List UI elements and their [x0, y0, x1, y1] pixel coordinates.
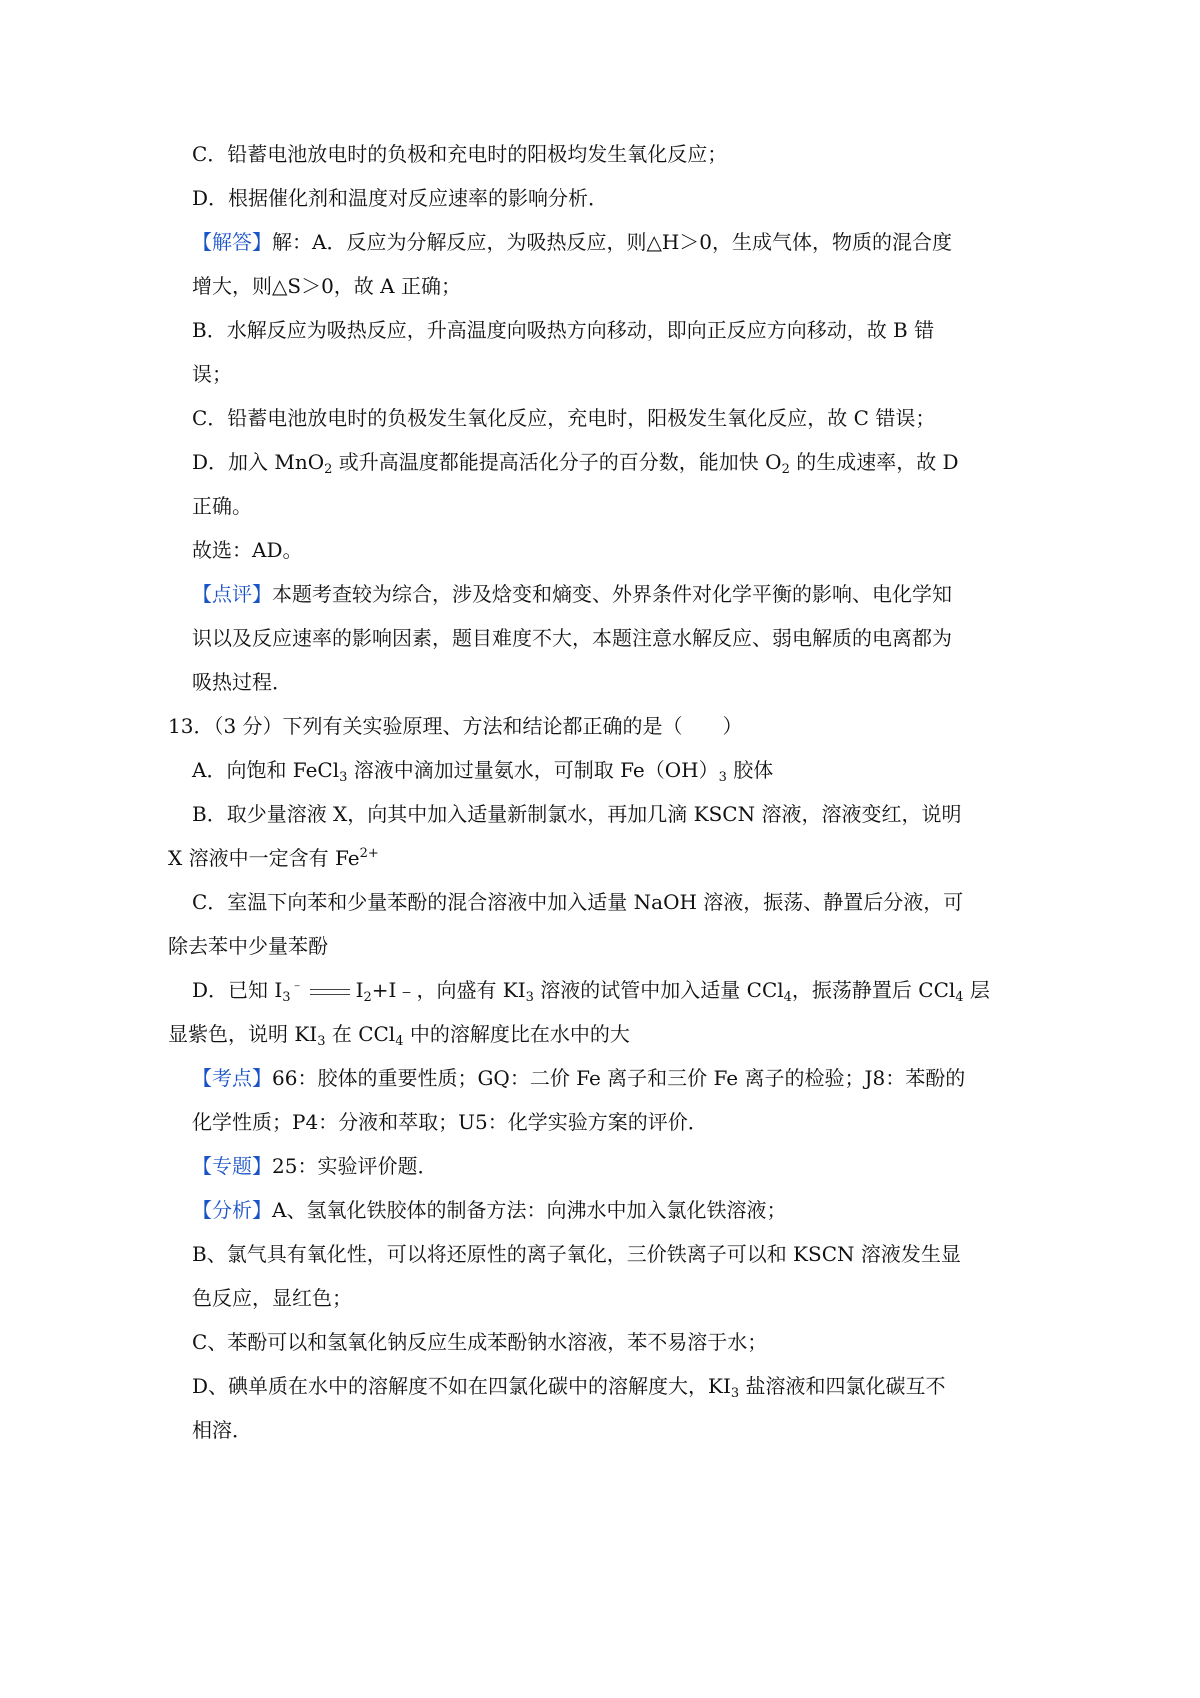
subscript: 3 — [718, 770, 727, 785]
knowledge-point-line — [192, 1065, 965, 1091]
option-c: C．室温下向苯和少量苯酚的混合溶液中加入适量 NaOH 溶液，振荡、静置后分液，可 — [192, 890, 964, 914]
text-span: +I﹣，向盛有 KI — [371, 978, 526, 1002]
text-line: 正确。 — [192, 494, 252, 518]
comment-line — [192, 581, 952, 607]
topic-tag: 【专题】 — [192, 1154, 272, 1178]
text-line: 误； — [192, 362, 232, 386]
text-line — [168, 1021, 630, 1047]
option-a — [192, 757, 773, 783]
text-line: 化学性质；P4：分液和萃取；U5：化学实验方案的评价． — [192, 1110, 708, 1134]
text-line: D．根据催化剂和温度对反应速率的影响分析． — [192, 186, 609, 210]
text-span: D．已知 I — [192, 978, 283, 1002]
text-line: B．水解反应为吸热反应，升高温度向吸热方向移动，即向正反应方向移动，故 B 错 — [192, 318, 935, 342]
text-span: 或升高温度都能提高活化分子的百分数，能加快 O — [332, 450, 782, 474]
text-span: I — [355, 978, 364, 1002]
subscript: 2 — [781, 462, 790, 477]
text-line: C、苯酚可以和氢氧化钠反应生成苯酚钠水溶液，苯不易溶于水； — [192, 1330, 768, 1354]
text-span: 盐溶液和四氯化碳互不 — [739, 1374, 946, 1398]
subscript: 3 — [317, 1034, 326, 1049]
text-span: 本题考查较为综合，涉及焓变和熵变、外界条件对化学平衡的影响、电化学知 — [272, 582, 952, 606]
text-span: X 溶液中一定含有 Fe — [168, 846, 360, 870]
text-line: 吸热过程． — [192, 670, 292, 694]
text-line: 增大，则△S＞0，故 A 正确； — [192, 274, 461, 298]
analysis-line — [192, 1197, 786, 1223]
text-line: B、氯气具有氧化性，可以将还原性的离子氧化，三价铁离子可以和 KSCN 溶液发生显 — [192, 1242, 961, 1266]
superscript: 2+ — [359, 846, 379, 861]
analysis-tag: 【分析】 — [192, 1198, 272, 1222]
text-span: 层 — [963, 978, 990, 1002]
text-line: 相溶． — [192, 1418, 252, 1442]
text-line: 识以及反应速率的影响因素，题目难度不大，本题注意水解反应、弱电解质的电离都为 — [192, 626, 952, 650]
text-span: 25：实验评价题． — [272, 1154, 438, 1178]
text-span: 溶液的试管中加入适量 CCl — [533, 978, 784, 1002]
text-span: D、碘单质在水中的溶解度不如在四氯化碳中的溶解度大，KI — [192, 1374, 731, 1398]
text-line: 色反应，显红色； — [192, 1286, 352, 1310]
equilibrium-arrow-icon — [306, 987, 354, 997]
text-span: ，振荡静置后 CCl — [791, 978, 956, 1002]
comment-tag: 【点评】 — [192, 582, 272, 606]
text-span: 66：胶体的重要性质；GQ：二价 Fe 离子和三价 Fe 离子的检验；J8：苯酚的 — [272, 1066, 966, 1090]
subscript: 2 — [324, 462, 333, 477]
answer-line — [192, 229, 952, 255]
text-line — [192, 449, 959, 475]
subscript: 4 — [783, 990, 792, 1005]
option-d — [192, 977, 990, 1003]
text-span: 溶液中滴加过量氨水，可制取 Fe（OH） — [347, 758, 719, 782]
text-line: 故选：AD。 — [192, 538, 303, 562]
text-span: 的生成速率，故 D — [789, 450, 959, 474]
text-line — [192, 1373, 946, 1399]
text-span: 在 CCl — [325, 1022, 396, 1046]
question-title: 13．（3 分）下列有关实验原理、方法和结论都正确的是（ ） — [168, 714, 743, 738]
text-span: A、氢氧化铁胶体的制备方法：向沸水中加入氯化铁溶液； — [272, 1198, 787, 1222]
subscript: 3 — [282, 990, 291, 1005]
superscript: ﹣ — [290, 978, 304, 993]
text-span: A．向饱和 FeCl — [192, 758, 340, 782]
option-b: B．取少量溶液 X，向其中加入适量新制氯水，再加几滴 KSCN 溶液，溶液变红，说明 — [192, 802, 962, 826]
text-line: C．铅蓄电池放电时的负极和充电时的阳极均发生氧化反应； — [192, 142, 728, 166]
subscript: 3 — [730, 1386, 740, 1401]
subscript: 3 — [525, 990, 534, 1005]
topic-line — [192, 1153, 437, 1179]
text-line — [168, 845, 379, 871]
text-span: 解：A．反应为分解反应，为吸热反应，则△H＞0，生成气体，物质的混合度 — [272, 230, 952, 254]
text-span: 中的溶解度比在水中的大 — [403, 1022, 630, 1046]
text-span: D．加入 MnO — [192, 450, 325, 474]
subscript: 4 — [955, 990, 964, 1005]
answer-tag: 【解答】 — [192, 230, 272, 254]
text-line: C．铅蓄电池放电时的负极发生氧化反应，充电时，阳极发生氧化反应，故 C 错误； — [192, 406, 936, 430]
text-span: 胶体 — [726, 758, 774, 782]
subscript: 2 — [363, 990, 372, 1005]
text-line: 除去苯中少量苯酚 — [168, 934, 328, 958]
text-span: 显紫色，说明 KI — [168, 1022, 318, 1046]
subscript: 3 — [339, 770, 348, 785]
subscript: 4 — [395, 1034, 404, 1049]
knowledge-tag: 【考点】 — [192, 1066, 272, 1090]
